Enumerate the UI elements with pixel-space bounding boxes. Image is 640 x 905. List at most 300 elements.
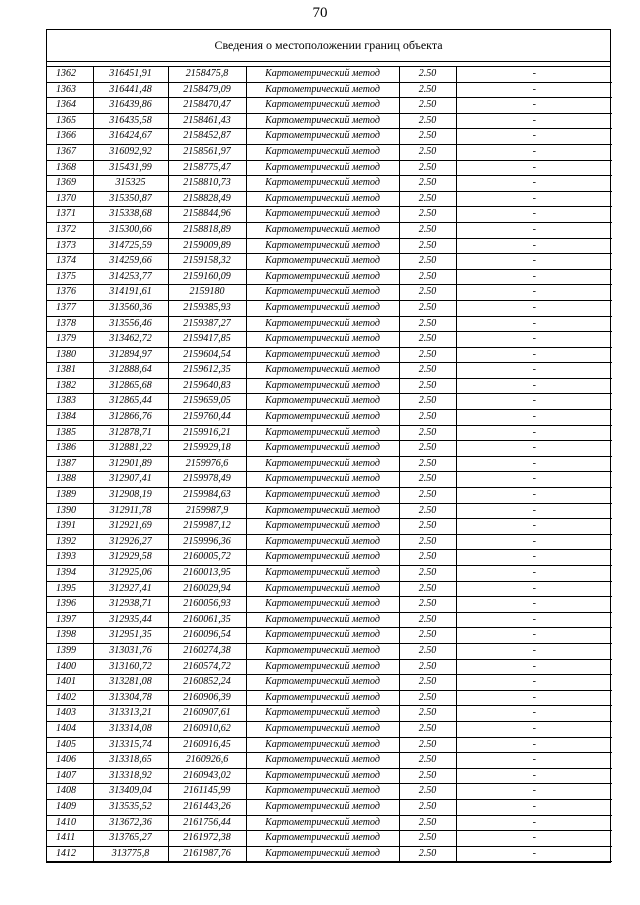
accuracy-cell: 2.50	[399, 347, 456, 363]
method-cell: Картометрический метод	[246, 597, 399, 613]
point-number-cell: 1400	[47, 659, 93, 675]
method-cell: Картометрический метод	[246, 378, 399, 394]
y-coordinate-cell: 2158844,96	[168, 207, 246, 223]
y-coordinate-cell: 2160916,45	[168, 737, 246, 753]
accuracy-cell: 2.50	[399, 690, 456, 706]
table-row	[47, 300, 612, 316]
y-coordinate-cell: 2159009,89	[168, 238, 246, 254]
y-coordinate-cell: 2159987,9	[168, 503, 246, 519]
method-cell: Картометрический метод	[246, 550, 399, 566]
table-row	[47, 768, 612, 784]
y-coordinate-cell: 2161443,26	[168, 799, 246, 815]
table-row	[47, 238, 612, 254]
table-row	[47, 612, 612, 628]
method-cell: Картометрический метод	[246, 831, 399, 847]
accuracy-cell: 2.50	[399, 410, 456, 426]
x-coordinate-cell: 314191,61	[93, 285, 168, 301]
table-row	[47, 721, 612, 737]
point-number-cell: 1405	[47, 737, 93, 753]
description-cell: -	[456, 534, 612, 550]
x-coordinate-cell: 312901,89	[93, 456, 168, 472]
description-cell: -	[456, 98, 612, 114]
method-cell: Картометрический метод	[246, 98, 399, 114]
description-cell: -	[456, 332, 612, 348]
x-coordinate-cell: 312865,68	[93, 378, 168, 394]
method-cell: Картометрический метод	[246, 737, 399, 753]
table-row	[47, 347, 612, 363]
table-row	[47, 332, 612, 348]
point-number-cell: 1412	[47, 846, 93, 862]
accuracy-cell: 2.50	[399, 488, 456, 504]
x-coordinate-cell: 315300,66	[93, 222, 168, 238]
x-coordinate-cell: 316424,67	[93, 129, 168, 145]
table-row	[47, 737, 612, 753]
accuracy-cell: 2.50	[399, 566, 456, 582]
accuracy-cell: 2.50	[399, 456, 456, 472]
x-coordinate-cell: 312951,35	[93, 628, 168, 644]
x-coordinate-cell: 312927,41	[93, 581, 168, 597]
description-cell: -	[456, 160, 612, 176]
accuracy-cell: 2.50	[399, 706, 456, 722]
description-cell: -	[456, 207, 612, 223]
accuracy-cell: 2.50	[399, 269, 456, 285]
table-row	[47, 67, 612, 82]
accuracy-cell: 2.50	[399, 316, 456, 332]
y-coordinate-cell: 2161145,99	[168, 784, 246, 800]
description-cell: -	[456, 784, 612, 800]
y-coordinate-cell: 2159417,85	[168, 332, 246, 348]
y-coordinate-cell: 2160005,72	[168, 550, 246, 566]
accuracy-cell: 2.50	[399, 222, 456, 238]
y-coordinate-cell: 2160056,93	[168, 597, 246, 613]
point-number-cell: 1386	[47, 441, 93, 457]
accuracy-cell: 2.50	[399, 550, 456, 566]
x-coordinate-cell: 313160,72	[93, 659, 168, 675]
table-row	[47, 846, 612, 862]
method-cell: Картометрический метод	[246, 207, 399, 223]
method-cell: Картометрический метод	[246, 581, 399, 597]
point-number-cell: 1397	[47, 612, 93, 628]
y-coordinate-cell: 2159640,83	[168, 378, 246, 394]
accuracy-cell: 2.50	[399, 534, 456, 550]
table-row	[47, 378, 612, 394]
accuracy-cell: 2.50	[399, 363, 456, 379]
description-cell: -	[456, 456, 612, 472]
x-coordinate-cell: 314253,77	[93, 269, 168, 285]
point-number-cell: 1377	[47, 300, 93, 316]
description-cell: -	[456, 254, 612, 270]
accuracy-cell: 2.50	[399, 300, 456, 316]
description-cell: -	[456, 659, 612, 675]
method-cell: Картометрический метод	[246, 425, 399, 441]
method-cell: Картометрический метод	[246, 410, 399, 426]
point-number-cell: 1409	[47, 799, 93, 815]
y-coordinate-cell: 2159929,18	[168, 441, 246, 457]
point-number-cell: 1410	[47, 815, 93, 831]
method-cell: Картометрический метод	[246, 768, 399, 784]
description-cell: -	[456, 129, 612, 145]
accuracy-cell: 2.50	[399, 144, 456, 160]
y-coordinate-cell: 2158828,49	[168, 191, 246, 207]
accuracy-cell: 2.50	[399, 675, 456, 691]
table-row	[47, 488, 612, 504]
table-row	[47, 815, 612, 831]
table-row	[47, 269, 612, 285]
description-cell: -	[456, 768, 612, 784]
point-number-cell: 1411	[47, 831, 93, 847]
table-row	[47, 144, 612, 160]
table-row	[47, 784, 612, 800]
point-number-cell: 1385	[47, 425, 93, 441]
table-row	[47, 519, 612, 535]
accuracy-cell: 2.50	[399, 612, 456, 628]
accuracy-cell: 2.50	[399, 129, 456, 145]
description-cell: -	[456, 628, 612, 644]
point-number-cell: 1404	[47, 721, 93, 737]
description-cell: -	[456, 612, 612, 628]
table-row	[47, 831, 612, 847]
point-number-cell: 1399	[47, 643, 93, 659]
accuracy-cell: 2.50	[399, 238, 456, 254]
y-coordinate-cell: 2159760,44	[168, 410, 246, 426]
point-number-cell: 1396	[47, 597, 93, 613]
table-row	[47, 753, 612, 769]
x-coordinate-cell: 313560,36	[93, 300, 168, 316]
accuracy-cell: 2.50	[399, 332, 456, 348]
x-coordinate-cell: 312921,69	[93, 519, 168, 535]
table-row	[47, 643, 612, 659]
method-cell: Картометрический метод	[246, 612, 399, 628]
accuracy-cell: 2.50	[399, 581, 456, 597]
description-cell: -	[456, 441, 612, 457]
description-cell: -	[456, 519, 612, 535]
point-number-cell: 1373	[47, 238, 93, 254]
table-title: Сведения о местоположении границ объекта	[47, 30, 610, 62]
method-cell: Картометрический метод	[246, 347, 399, 363]
point-number-cell: 1394	[47, 566, 93, 582]
description-cell: -	[456, 238, 612, 254]
accuracy-cell: 2.50	[399, 176, 456, 192]
accuracy-cell: 2.50	[399, 784, 456, 800]
x-coordinate-cell: 313409,04	[93, 784, 168, 800]
point-number-cell: 1372	[47, 222, 93, 238]
point-number-cell: 1403	[47, 706, 93, 722]
y-coordinate-cell: 2158810,73	[168, 176, 246, 192]
x-coordinate-cell: 316439,86	[93, 98, 168, 114]
method-cell: Картометрический метод	[246, 363, 399, 379]
description-cell: -	[456, 176, 612, 192]
table-row	[47, 472, 612, 488]
point-number-cell: 1371	[47, 207, 93, 223]
accuracy-cell: 2.50	[399, 753, 456, 769]
y-coordinate-cell: 2160274,38	[168, 643, 246, 659]
accuracy-cell: 2.50	[399, 799, 456, 815]
point-number-cell: 1366	[47, 129, 93, 145]
x-coordinate-cell: 312908,19	[93, 488, 168, 504]
table-row	[47, 222, 612, 238]
point-number-cell: 1378	[47, 316, 93, 332]
y-coordinate-cell: 2159387,27	[168, 316, 246, 332]
point-number-cell: 1365	[47, 113, 93, 129]
x-coordinate-cell: 315325	[93, 176, 168, 192]
y-coordinate-cell: 2158475,8	[168, 67, 246, 82]
x-coordinate-cell: 312865,44	[93, 394, 168, 410]
method-cell: Картометрический метод	[246, 753, 399, 769]
y-coordinate-cell: 2158470,47	[168, 98, 246, 114]
accuracy-cell: 2.50	[399, 846, 456, 862]
description-cell: -	[456, 425, 612, 441]
point-number-cell: 1375	[47, 269, 93, 285]
method-cell: Картометрический метод	[246, 846, 399, 862]
accuracy-cell: 2.50	[399, 378, 456, 394]
description-cell: -	[456, 799, 612, 815]
description-cell: -	[456, 675, 612, 691]
x-coordinate-cell: 312907,41	[93, 472, 168, 488]
point-number-cell: 1383	[47, 394, 93, 410]
description-cell: -	[456, 285, 612, 301]
description-cell: -	[456, 597, 612, 613]
table-row	[47, 129, 612, 145]
table-row	[47, 581, 612, 597]
method-cell: Картометрический метод	[246, 706, 399, 722]
accuracy-cell: 2.50	[399, 721, 456, 737]
point-number-cell: 1364	[47, 98, 93, 114]
method-cell: Картометрический метод	[246, 144, 399, 160]
y-coordinate-cell: 2159987,12	[168, 519, 246, 535]
accuracy-cell: 2.50	[399, 254, 456, 270]
x-coordinate-cell: 313672,36	[93, 815, 168, 831]
method-cell: Картометрический метод	[246, 191, 399, 207]
accuracy-cell: 2.50	[399, 98, 456, 114]
description-cell: -	[456, 347, 612, 363]
y-coordinate-cell: 2160907,61	[168, 706, 246, 722]
description-cell: -	[456, 378, 612, 394]
point-number-cell: 1398	[47, 628, 93, 644]
method-cell: Картометрический метод	[246, 285, 399, 301]
y-coordinate-cell: 2160061,35	[168, 612, 246, 628]
y-coordinate-cell: 2159916,21	[168, 425, 246, 441]
x-coordinate-cell: 312911,78	[93, 503, 168, 519]
table-row	[47, 176, 612, 192]
point-number-cell: 1406	[47, 753, 93, 769]
method-cell: Картометрический метод	[246, 160, 399, 176]
x-coordinate-cell: 312929,58	[93, 550, 168, 566]
method-cell: Картометрический метод	[246, 628, 399, 644]
point-number-cell: 1391	[47, 519, 93, 535]
method-cell: Картометрический метод	[246, 176, 399, 192]
method-cell: Картометрический метод	[246, 643, 399, 659]
x-coordinate-cell: 312878,71	[93, 425, 168, 441]
accuracy-cell: 2.50	[399, 160, 456, 176]
accuracy-cell: 2.50	[399, 82, 456, 98]
description-cell: -	[456, 753, 612, 769]
table-row	[47, 410, 612, 426]
table-row	[47, 394, 612, 410]
description-cell: -	[456, 643, 612, 659]
point-number-cell: 1390	[47, 503, 93, 519]
method-cell: Картометрический метод	[246, 332, 399, 348]
accuracy-cell: 2.50	[399, 519, 456, 535]
point-number-cell: 1407	[47, 768, 93, 784]
point-number-cell: 1401	[47, 675, 93, 691]
table-row	[47, 113, 612, 129]
x-coordinate-cell: 316451,91	[93, 67, 168, 82]
point-number-cell: 1374	[47, 254, 93, 270]
method-cell: Картометрический метод	[246, 566, 399, 582]
x-coordinate-cell: 313318,92	[93, 768, 168, 784]
x-coordinate-cell: 316441,48	[93, 82, 168, 98]
accuracy-cell: 2.50	[399, 394, 456, 410]
y-coordinate-cell: 2160029,94	[168, 581, 246, 597]
x-coordinate-cell: 312935,44	[93, 612, 168, 628]
y-coordinate-cell: 2158818,89	[168, 222, 246, 238]
x-coordinate-cell: 313304,78	[93, 690, 168, 706]
x-coordinate-cell: 314725,59	[93, 238, 168, 254]
y-coordinate-cell: 2159978,49	[168, 472, 246, 488]
table-row	[47, 441, 612, 457]
y-coordinate-cell: 2159180	[168, 285, 246, 301]
y-coordinate-cell: 2160943,02	[168, 768, 246, 784]
accuracy-cell: 2.50	[399, 831, 456, 847]
table-row	[47, 690, 612, 706]
x-coordinate-cell: 313281,08	[93, 675, 168, 691]
method-cell: Картометрический метод	[246, 113, 399, 129]
description-cell: -	[456, 831, 612, 847]
table-row	[47, 799, 612, 815]
accuracy-cell: 2.50	[399, 737, 456, 753]
description-cell: -	[456, 815, 612, 831]
method-cell: Картометрический метод	[246, 784, 399, 800]
table-row	[47, 160, 612, 176]
method-cell: Картометрический метод	[246, 129, 399, 145]
point-number-cell: 1402	[47, 690, 93, 706]
x-coordinate-cell: 313765,27	[93, 831, 168, 847]
y-coordinate-cell: 2160013,95	[168, 566, 246, 582]
x-coordinate-cell: 313535,52	[93, 799, 168, 815]
x-coordinate-cell: 313318,65	[93, 753, 168, 769]
table-row	[47, 363, 612, 379]
table-row	[47, 628, 612, 644]
description-cell: -	[456, 191, 612, 207]
y-coordinate-cell: 2160574,72	[168, 659, 246, 675]
y-coordinate-cell: 2159160,09	[168, 269, 246, 285]
accuracy-cell: 2.50	[399, 285, 456, 301]
point-number-cell: 1380	[47, 347, 93, 363]
method-cell: Картометрический метод	[246, 394, 399, 410]
table-row	[47, 706, 612, 722]
description-cell: -	[456, 488, 612, 504]
point-number-cell: 1387	[47, 456, 93, 472]
x-coordinate-cell: 313031,76	[93, 643, 168, 659]
description-cell: -	[456, 581, 612, 597]
point-number-cell: 1393	[47, 550, 93, 566]
method-cell: Картометрический метод	[246, 488, 399, 504]
table-row	[47, 659, 612, 675]
description-cell: -	[456, 394, 612, 410]
method-cell: Картометрический метод	[246, 67, 399, 82]
x-coordinate-cell: 316435,58	[93, 113, 168, 129]
table-row	[47, 456, 612, 472]
y-coordinate-cell: 2158561,97	[168, 144, 246, 160]
x-coordinate-cell: 313314,08	[93, 721, 168, 737]
x-coordinate-cell: 312926,27	[93, 534, 168, 550]
y-coordinate-cell: 2161756,44	[168, 815, 246, 831]
table-row	[47, 550, 612, 566]
table-row	[47, 82, 612, 98]
accuracy-cell: 2.50	[399, 191, 456, 207]
accuracy-cell: 2.50	[399, 768, 456, 784]
method-cell: Картометрический метод	[246, 238, 399, 254]
accuracy-cell: 2.50	[399, 643, 456, 659]
x-coordinate-cell: 315350,87	[93, 191, 168, 207]
method-cell: Картометрический метод	[246, 799, 399, 815]
point-number-cell: 1367	[47, 144, 93, 160]
x-coordinate-cell: 315338,68	[93, 207, 168, 223]
description-cell: -	[456, 363, 612, 379]
accuracy-cell: 2.50	[399, 441, 456, 457]
point-number-cell: 1376	[47, 285, 93, 301]
method-cell: Картометрический метод	[246, 300, 399, 316]
accuracy-cell: 2.50	[399, 113, 456, 129]
method-cell: Картометрический метод	[246, 269, 399, 285]
description-cell: -	[456, 269, 612, 285]
y-coordinate-cell: 2158452,87	[168, 129, 246, 145]
y-coordinate-cell: 2158775,47	[168, 160, 246, 176]
point-number-cell: 1363	[47, 82, 93, 98]
point-number-cell: 1369	[47, 176, 93, 192]
y-coordinate-cell: 2158461,43	[168, 113, 246, 129]
y-coordinate-cell: 2160096,54	[168, 628, 246, 644]
y-coordinate-cell: 2159604,54	[168, 347, 246, 363]
table-row	[47, 425, 612, 441]
x-coordinate-cell: 312925,06	[93, 566, 168, 582]
accuracy-cell: 2.50	[399, 659, 456, 675]
y-coordinate-cell: 2159984,63	[168, 488, 246, 504]
x-coordinate-cell: 312881,22	[93, 441, 168, 457]
method-cell: Картометрический метод	[246, 456, 399, 472]
point-number-cell: 1389	[47, 488, 93, 504]
coordinates-table-body	[47, 67, 612, 862]
method-cell: Картометрический метод	[246, 472, 399, 488]
table-row	[47, 597, 612, 613]
accuracy-cell: 2.50	[399, 815, 456, 831]
y-coordinate-cell: 2160852,24	[168, 675, 246, 691]
y-coordinate-cell: 2159612,35	[168, 363, 246, 379]
table-row	[47, 191, 612, 207]
y-coordinate-cell: 2159976,6	[168, 456, 246, 472]
description-cell: -	[456, 706, 612, 722]
table-row	[47, 207, 612, 223]
point-number-cell: 1381	[47, 363, 93, 379]
description-cell: -	[456, 222, 612, 238]
x-coordinate-cell: 312888,64	[93, 363, 168, 379]
y-coordinate-cell: 2160926,6	[168, 753, 246, 769]
method-cell: Картометрический метод	[246, 82, 399, 98]
y-coordinate-cell: 2159659,05	[168, 394, 246, 410]
page-number: 70	[312, 5, 328, 21]
point-number-cell: 1368	[47, 160, 93, 176]
x-coordinate-cell: 313462,72	[93, 332, 168, 348]
table-row	[47, 534, 612, 550]
method-cell: Картометрический метод	[246, 690, 399, 706]
y-coordinate-cell: 2159385,93	[168, 300, 246, 316]
point-number-cell: 1362	[47, 67, 93, 82]
y-coordinate-cell: 2160910,62	[168, 721, 246, 737]
method-cell: Картометрический метод	[246, 316, 399, 332]
description-cell: -	[456, 566, 612, 582]
point-number-cell: 1370	[47, 191, 93, 207]
method-cell: Картометрический метод	[246, 503, 399, 519]
